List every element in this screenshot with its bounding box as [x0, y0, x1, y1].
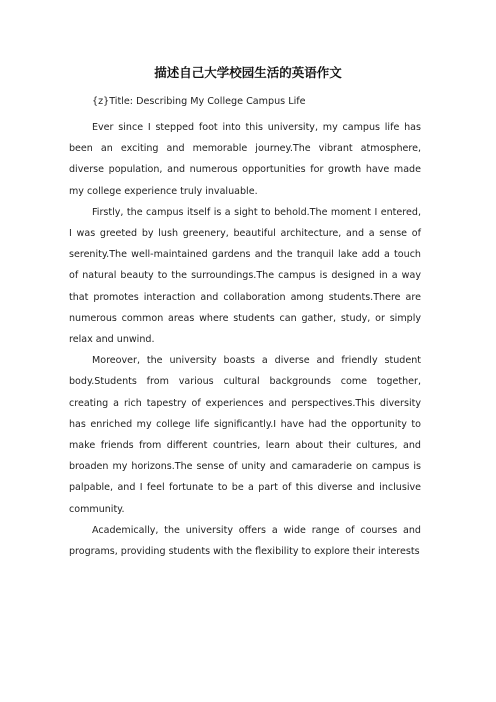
paragraph-campus: Firstly, the campus itself is a sight to behold.The moment I entered, I was greeted by lush greenery, beautiful architecture, and a sense of serenity.The well-maintained gardens and the tranquil lake add a touch of natural beauty to the surroundings.The campus is designed in a way that promotes interaction and collaboration among students.There are numerous common areas where students can gather, study, or simply relax and unwind. [69, 206, 421, 346]
document-body [69, 117, 421, 562]
paragraph-student-body: Moreover, the university boasts a diverse and friendly student body.Students from various cultural backgrounds come together, creating a rich tapestry of experiences and perspectives.This diversity has enriched my college life significantly.I have had the opportunity to make friends from different countries, learn about their cultures, and broaden my horizons.The sense of unity and camaraderie on campus is palpable, and I feel fortunate to be a part of this diverse and inclusive community. [69, 355, 421, 515]
document-subtitle: {z}Title: Describing My College Campus Life [92, 96, 306, 107]
paragraph-intro: Ever since I stepped foot into this university, my campus life has been an exciting and memorable journey.The vibrant atmosphere, diverse population, and numerous opportunities for growth have made my college experience truly invaluable. [69, 122, 421, 197]
paragraph-academics: Academically, the university offers a wide range of courses and programs, providing students with the flexibility to explore their interests [69, 524, 421, 558]
document-title: 描述自己大学校园生活的英语作文 [154, 65, 342, 80]
